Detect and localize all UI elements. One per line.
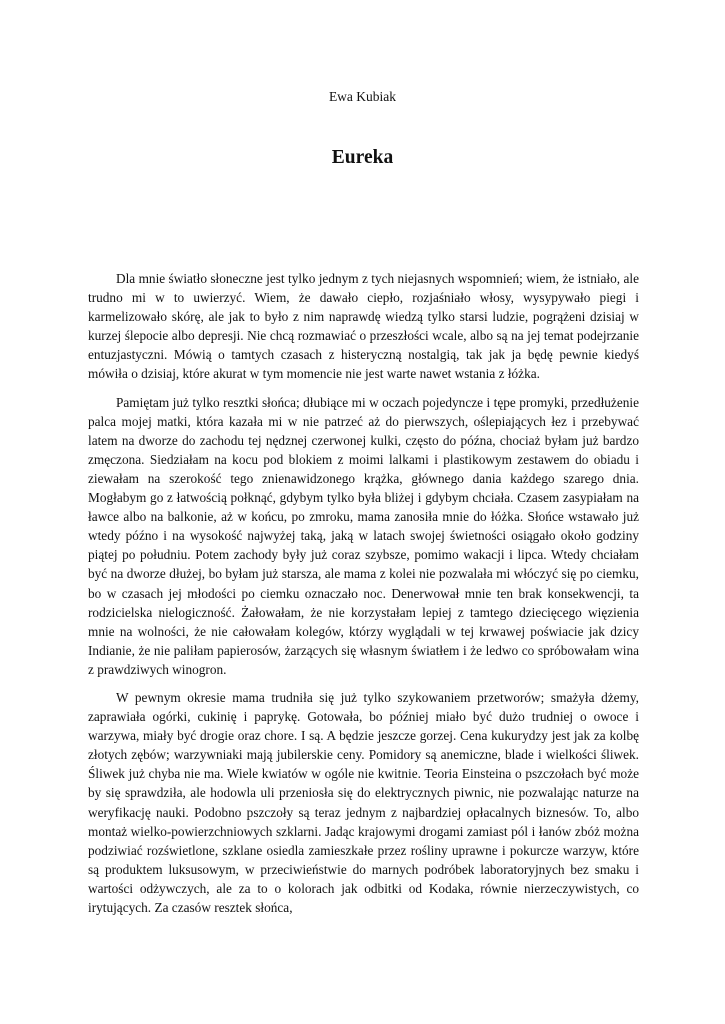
document-title: Eureka [331,147,394,168]
body-paragraph: Pamiętam już tylko resztki słońca; dłubiące mi w oczach pojedyncze i tępe promyki, przedłużenie palca mojej matki, która kazała mi w nie patrzeć aż do pierwszych, oślepiających łez i przebywać latem na dworze do zachodu tej nędznej czerwonej kulki, często do późna, chociaż byłam już bardzo zmęczona. Siedziałam na kocu pod blokiem z moimi lalkami i plastikowym zestawem do obiadu i ziewałam na szerokość tego znienawidzonego krążka, głównego dania każdego szarego dnia. Mogłabym go z łatwością połknąć, gdybym tylko była bliżej i gdybym chciała. Czasem zasypiałam na ławce albo na balkonie, aż w końcu, po zmroku, mama zanosiła mnie do łóżka. Słońce wstawało już wtedy późno i na wysokość najwyżej taką, jaką w latach swojej świetności osiągało około godziny piątej po południu. Potem zachody były już coraz szybsze, pomimo wakacji i lipca. Wtedy chciałam być na dworze dłużej, bo byłam już starsza, ale mama z kolei nie pozwalała mi włóczyć się po ciemku, bo w czasach jej młodości po ciemku oznaczało noc. Denerwował mnie ten brak konsekwencji, ta rodzicielska nielogiczność. Żałowałam, że nie korzystałam lepiej z tamtego dziecięcego więzienia mnie na wolności, że nie całowałam kolegów, którzy wyglądali w tej krwawej poświacie jak dzicy Indianie, że nie paliłam papierosów, żarzących się własnym światłem i że ledwo co spróbowałam wina z prawdziwych winogron. [88,394,639,677]
document-body [88,269,639,926]
body-paragraph: Dla mnie światło słoneczne jest tylko jednym z tych niejasnych wspomnień; wiem, że istniało, ale trudno mi w to uwierzyć. Wiem, że dawało ciepło, rozjaśniało włosy, wysypywało piegi i karmelizowało skórę, ale jak to było z nim naprawdę wiedzą tylko starsi ludzie, pogrążeni dzisiaj w kurzej ślepocie albo depresji. Nie chcą rozmawiać o przeszłości wcale, albo są na jej temat podejrzanie entuzjastyczni. Mówią o tamtych czasach z histeryczną nostalgią, tak jak ja będę pewnie kiedyś mówiła o dzisiaj, które akurat w tym momencie nie jest warte nawet wstania z łóżka. [88,271,639,382]
author-name: Ewa Kubiak [328,89,397,104]
body-paragraph: W pewnym okresie mama trudniła się już tylko szykowaniem przetworów; smażyła dżemy, zaprawiała ogórki, cukinię i paprykę. Gotowała, bo później miało być dużo trudniej o owoce i warzywa, miały być drogie oraz chore. I są. A będzie jeszcze gorzej. Cena kukurydzy jest jak za kolbę złotych zębów; warzywniaki mają jubilerskie ceny. Pomidory są anemiczne, blade i wielkości śliwek. Śliwek już chyba nie ma. Wiele kwiatów w ogóle nie kwitnie. Teoria Einsteina o pszczołach być może by się sprawdziła, ale hodowla uli przeniosła się do elektrycznych piwnic, nie pozwalając naturze na weryfikację nauki. Podobno pszczoły są teraz jednym z najbardziej opłacalnych biznesów. To, albo montaż wielko-powierzchniowych szklarni. Jadąc krajowymi drogami zamiast pól i łanów zbóż można podziwiać rozświetlone, szklane osiedla zamieszkałe przez rośliny uprawne i pokurcze warzyw, które są produktem luksusowym, w przeciwieństwie do marnych podróbek laboratoryjnych bez smaku i wartości odżywczych, ale za to o kolorach jak odbitki od Kodaka, równie nierzeczywistych, co irytujących. Za czasów resztek słońca, [88,689,639,915]
